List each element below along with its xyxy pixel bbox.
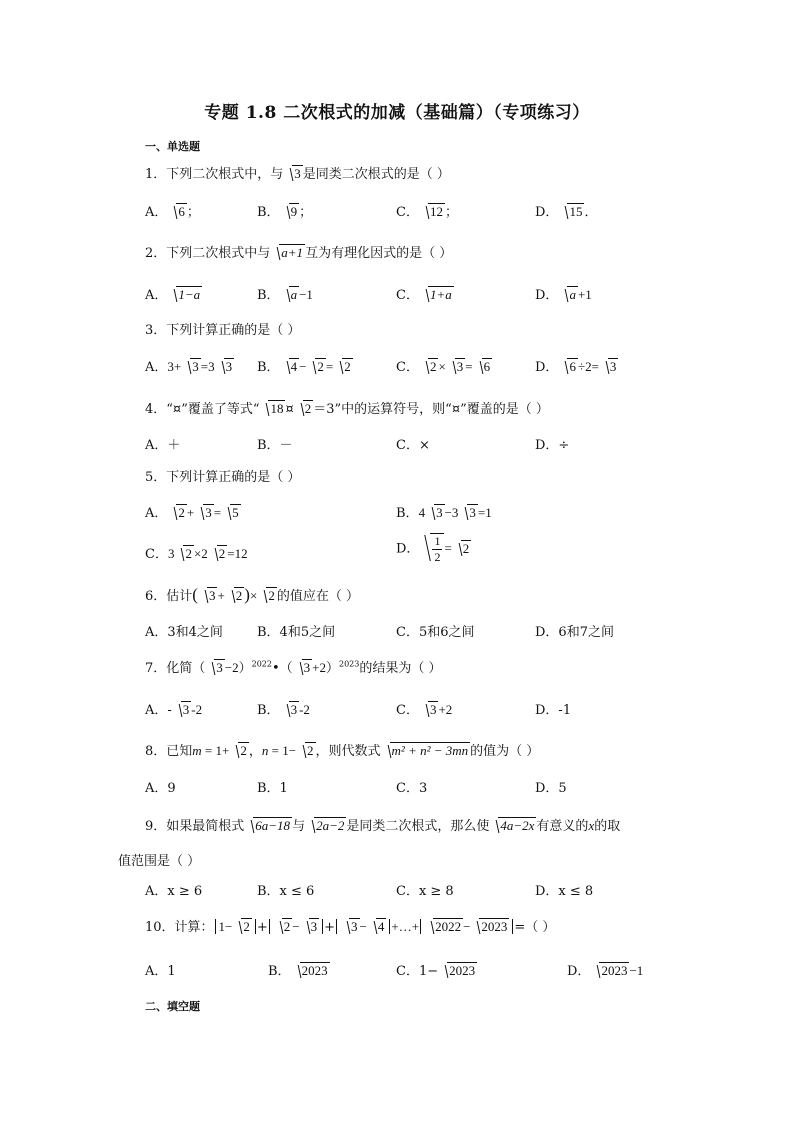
question-10: 10．计算： 1− 2 + 2 − 3 + 3 − 4 +…+ 2022 − 2023 =（ ） xyxy=(145,919,556,935)
question-9-continuation: 值范围是（ ） xyxy=(118,854,201,869)
q10-option-d[interactable]: D． 2023 −1 xyxy=(567,963,644,979)
q1-option-d[interactable]: D． 15 ． xyxy=(535,204,598,220)
question-5: 5．下列计算正确的是（ ） xyxy=(145,470,301,485)
q5-option-b[interactable]: B．4 3 −3 3 =1 xyxy=(396,505,492,521)
q3-option-b[interactable]: B． 4 − 2 = 2 xyxy=(257,359,351,375)
q8-option-c[interactable]: C．3 xyxy=(396,781,428,796)
q1-option-b[interactable]: B． 9 ； xyxy=(257,204,313,220)
q6-option-a[interactable]: A．3和4之间 xyxy=(145,625,223,640)
q6-option-d[interactable]: D．6和7之间 xyxy=(535,625,614,640)
q6-option-b[interactable]: B．4和5之间 xyxy=(257,625,336,640)
q9-option-c[interactable]: C．x ≥ 8 xyxy=(396,884,454,899)
q3-option-d[interactable]: D． 6 ÷2= 3 xyxy=(535,359,617,375)
q1-option-c[interactable]: C． 12 ； xyxy=(396,204,458,220)
q4-option-d[interactable]: D．÷ xyxy=(535,438,570,453)
question-9: 9．如果最简根式 6a−18 与 2a−2 是同类二次根式，那么使 4a−2x 有意义的x的取 xyxy=(145,818,621,834)
q9-option-b[interactable]: B．x ≤ 6 xyxy=(257,884,315,899)
question-4: 4．“¤”覆盖了等式“ 18 ¤ 2 ＝3”中的运算符号，则“¤”覆盖的是（ ） xyxy=(145,401,549,417)
section-heading-single-choice: 一、单选题 xyxy=(145,140,200,153)
page-title: 专题 1.8 二次根式的加减（基础篇）（专项练习） xyxy=(204,103,590,123)
q7-option-d[interactable]: D．-1 xyxy=(535,703,572,718)
q3-option-a[interactable]: A．3+ 3 =3 3 xyxy=(145,359,233,375)
q6-option-c[interactable]: C．5和6之间 xyxy=(396,625,475,640)
question-1: 1．下列二次根式中，与 3 是同类二次根式的是（ ） xyxy=(145,166,450,182)
q9-option-d[interactable]: D．x ≤ 8 xyxy=(535,884,594,899)
q4-option-b[interactable]: B．－ xyxy=(257,438,293,453)
question-2: 2．下列二次根式中与 a+1 互为有理化因式的是（ ） xyxy=(145,245,453,261)
q2-option-a[interactable]: A． 1−a xyxy=(145,287,201,303)
q9-option-a[interactable]: A．x ≥ 6 xyxy=(145,884,203,899)
q5-option-c[interactable]: C．3 2 ×2 2 =12 xyxy=(145,546,248,562)
section-heading-fill-in: 二、填空题 xyxy=(145,1000,200,1013)
question-3: 3．下列计算正确的是（ ） xyxy=(145,323,301,338)
question-7: 7．化简（ 3 −2）$^{2022}$•（ 3 +2）$^{2023}$的结果为（ ） xyxy=(145,659,442,676)
q10-option-c[interactable]: C．1− 2023 xyxy=(396,963,476,979)
q2-option-d[interactable]: D． a +1 xyxy=(535,287,592,303)
q7-option-c[interactable]: C． 3 +2 xyxy=(396,702,453,718)
q7-option-b[interactable]: B． 3 -2 xyxy=(257,702,310,718)
q4-option-a[interactable]: A．＋ xyxy=(145,438,181,453)
q5-option-a[interactable]: A． 2 + 3 = 5 xyxy=(145,505,239,521)
q7-option-a[interactable]: A．- 3 -2 xyxy=(145,702,203,718)
q8-option-b[interactable]: B．1 xyxy=(257,781,288,796)
q8-option-a[interactable]: A．9 xyxy=(145,781,176,796)
question-6: 6．估计( 3 + 2 )× 2 的值应在（ ） xyxy=(145,585,359,604)
q10-option-a[interactable]: A．1 xyxy=(145,964,176,979)
q8-option-d[interactable]: D．5 xyxy=(535,781,567,796)
q4-option-c[interactable]: C．× xyxy=(396,438,430,453)
q10-option-b[interactable]: B． 2023 xyxy=(268,963,328,979)
q3-option-c[interactable]: C． 2 × 3 = 6 xyxy=(396,359,491,375)
q5-option-d[interactable]: D． $\frac{1}{2}$ = 2 xyxy=(396,534,470,564)
q2-option-c[interactable]: C． 1+a xyxy=(396,287,452,303)
question-8: 8．已知m = 1+ 2 ，n = 1− 2 ，则代数式 m² + n² − 3mn 的值为（ ） xyxy=(145,743,540,759)
q2-option-b[interactable]: B． a −1 xyxy=(257,287,313,303)
q1-option-a[interactable]: A． 6 ； xyxy=(145,204,200,220)
